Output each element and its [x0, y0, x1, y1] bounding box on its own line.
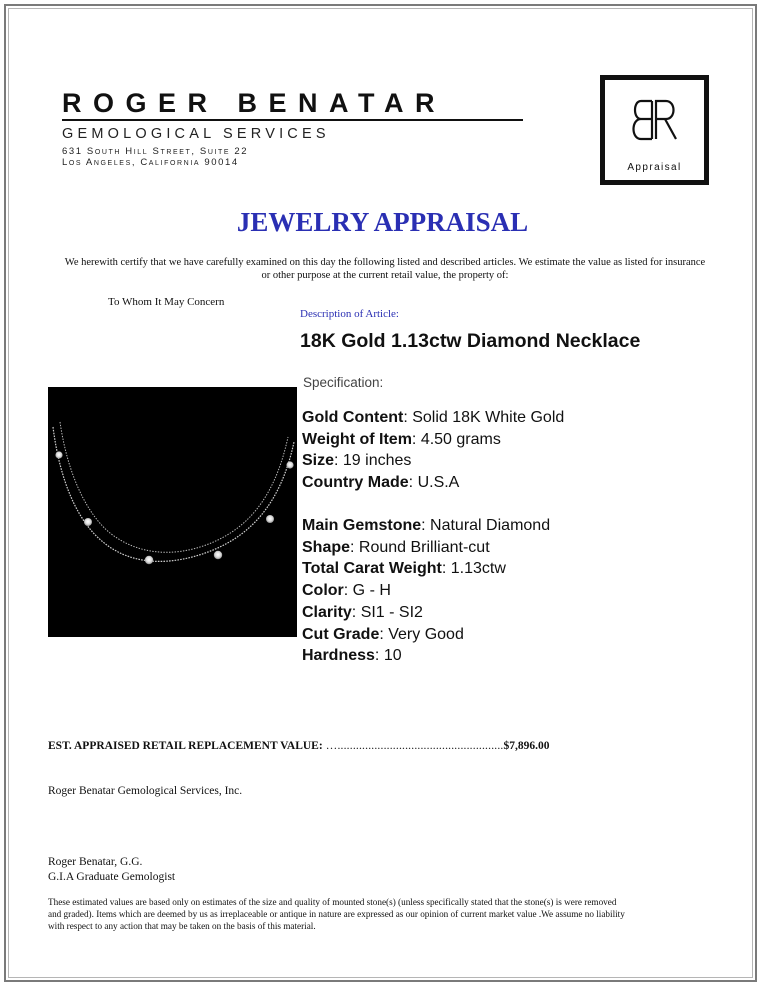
- address-line-2: Los Angeles, California 90014: [62, 157, 239, 168]
- certification-intro: We herewith certify that we have carefully examined on this day the following listed and described articles. We estimate the value as listed for insurance or other purpose at the current retail value, the property of:: [64, 257, 706, 281]
- spec-row: [302, 602, 550, 624]
- spec-label: Country Made: [302, 474, 409, 492]
- spec-row: [302, 645, 550, 667]
- spec-value: : Very Good: [379, 625, 464, 643]
- spec-label: Shape: [302, 538, 351, 556]
- spec-value: : 1.13ctw: [441, 560, 506, 578]
- item-title: 18K Gold 1.13ctw Diamond Necklace: [300, 330, 641, 352]
- spec-value: : SI1 - SI2: [351, 603, 423, 621]
- company-name-underline: [62, 119, 523, 121]
- signer-name: Roger Benatar, G.G.: [48, 856, 143, 868]
- spec-label: Color: [302, 582, 344, 600]
- appraised-value-label: EST. APPRAISED RETAIL REPLACEMENT VALUE:: [48, 740, 323, 752]
- spec-label: Size: [302, 452, 335, 470]
- signer-title: G.I.A Graduate Gemologist: [48, 871, 176, 883]
- br-monogram-icon: [626, 97, 683, 143]
- spec-row: [302, 624, 550, 646]
- spec-value: : Round Brilliant-cut: [350, 538, 490, 556]
- spec-value: : 4.50 grams: [411, 430, 501, 448]
- spec-row: [302, 515, 550, 537]
- logo-caption: Appraisal: [627, 162, 682, 173]
- spec-label: Hardness: [302, 647, 375, 665]
- spec-value: : U.S.A: [408, 474, 460, 492]
- address-line-1: 631 South Hill Street, Suite 22: [62, 146, 249, 157]
- spec-row: [302, 537, 550, 559]
- spec-row: [302, 407, 564, 429]
- appraised-value-line: [48, 740, 550, 752]
- company-subtitle: GEMOLOGICAL SERVICES: [62, 126, 330, 142]
- spec-label: Cut Grade: [302, 625, 380, 643]
- spec-value: : Natural Diamond: [421, 517, 551, 534]
- spec-row: [302, 558, 550, 580]
- spec-label: Gold Content: [302, 409, 404, 426]
- spec-group-gemstone: [302, 515, 550, 667]
- spec-row: [302, 429, 564, 451]
- appraised-value-amount: $7,896.00: [503, 740, 550, 752]
- recipient: To Whom It May Concern: [108, 296, 225, 308]
- company-signature-line: Roger Benatar Gemological Services, Inc.: [48, 785, 243, 797]
- spec-label: Total Carat Weight: [302, 560, 442, 578]
- necklace-photo: [48, 387, 297, 637]
- spec-label: Weight of Item: [302, 430, 412, 448]
- appraisal-logo: [600, 75, 709, 185]
- disclaimer: These estimated values are based only on estimates of the size and quality of mounted stone(s) (unless specifically stated that the stone(s) is were removed and graded). Items which are deemed by us as irreplaceable or antique in nature are expressed as our opinion of current market value .We assume no liability with respect to any action that may be taken on the basis of this material.: [48, 897, 625, 931]
- spec-row: [302, 450, 564, 472]
- spec-row: [302, 472, 564, 494]
- spec-group-metal: [302, 407, 564, 494]
- spec-value: : 19 inches: [334, 452, 412, 470]
- spec-label: Main Gemstone: [302, 517, 422, 534]
- necklace-image-icon: [48, 387, 297, 637]
- spec-value: : G - H: [343, 582, 391, 600]
- spec-row: [302, 580, 550, 602]
- spec-label: Clarity: [302, 603, 352, 621]
- value-leader-dots: …......................................................: [322, 740, 504, 752]
- company-name: ROGER BENATAR: [62, 88, 446, 118]
- document-title: JEWELRY APPRAISAL: [236, 207, 529, 237]
- spec-value: : Solid 18K White Gold: [403, 409, 565, 426]
- spec-value: : 10: [374, 647, 402, 665]
- description-label: Description of Article:: [300, 308, 399, 320]
- specification-label: Specification:: [303, 375, 384, 390]
